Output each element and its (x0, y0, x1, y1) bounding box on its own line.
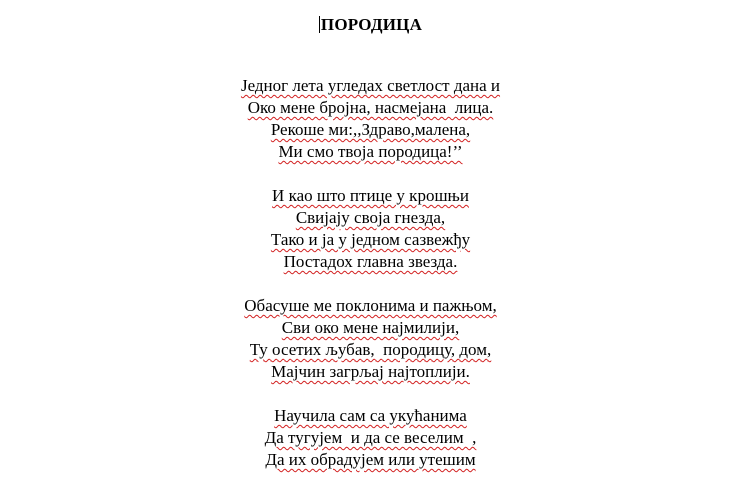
poem-line (0, 449, 741, 471)
poem-line-text: Да их обрадујем или утешим (265, 450, 476, 469)
poem-line (0, 185, 741, 207)
poem-line-text: Да тугујем и да се веселим , (264, 428, 477, 447)
stanza-4 (0, 405, 741, 471)
poem-line (0, 229, 741, 251)
poem-line (0, 75, 741, 97)
poem-line-text: Научила сам са укућанима (274, 406, 467, 425)
poem-line-text: Обасуше ме поклонима и пажњом, (244, 296, 497, 315)
poem-line-text: Ту осетих љубав, породицу, дом, (249, 340, 492, 359)
poem-line-text: Ми смо твоја породица!’’ (278, 142, 463, 161)
poem-line-text: Рекоше ми:,,Здраво,малена, (270, 120, 471, 139)
poem-line-text: Тако и ја у једном сазвежђу (270, 230, 471, 249)
poem-line (0, 97, 741, 119)
poem-line (0, 141, 741, 163)
poem-line-text: Једног лета угледах светлост дана и (240, 76, 501, 95)
poem-line (0, 207, 741, 229)
poem-line (0, 295, 741, 317)
poem-line (0, 427, 741, 449)
text-cursor (319, 16, 320, 33)
poem-line-text: Мајчин загрљај најтоплији. (271, 362, 470, 381)
stanza-1 (0, 75, 741, 163)
poem-line (0, 339, 741, 361)
poem-title-text: ПОРОДИЦА (320, 15, 423, 34)
poem-line (0, 251, 741, 273)
stanza-2 (0, 185, 741, 273)
poem-line-text: Сви око мене најмилији, (281, 318, 460, 337)
poem-line-text: Свијају своја гнезда, (295, 208, 446, 227)
poem-line (0, 405, 741, 427)
poem-line-text: Око мене бројна, насмејана лица. (247, 98, 494, 117)
poem-line (0, 361, 741, 383)
poem-line-text: Постадох главна звезда. (283, 252, 458, 271)
stanza-3 (0, 295, 741, 383)
poem-title (0, 14, 741, 36)
poem-body (0, 75, 741, 493)
poem-line-text: И као што птице у крошњи (272, 186, 469, 205)
poem-line (0, 317, 741, 339)
poem-line (0, 119, 741, 141)
